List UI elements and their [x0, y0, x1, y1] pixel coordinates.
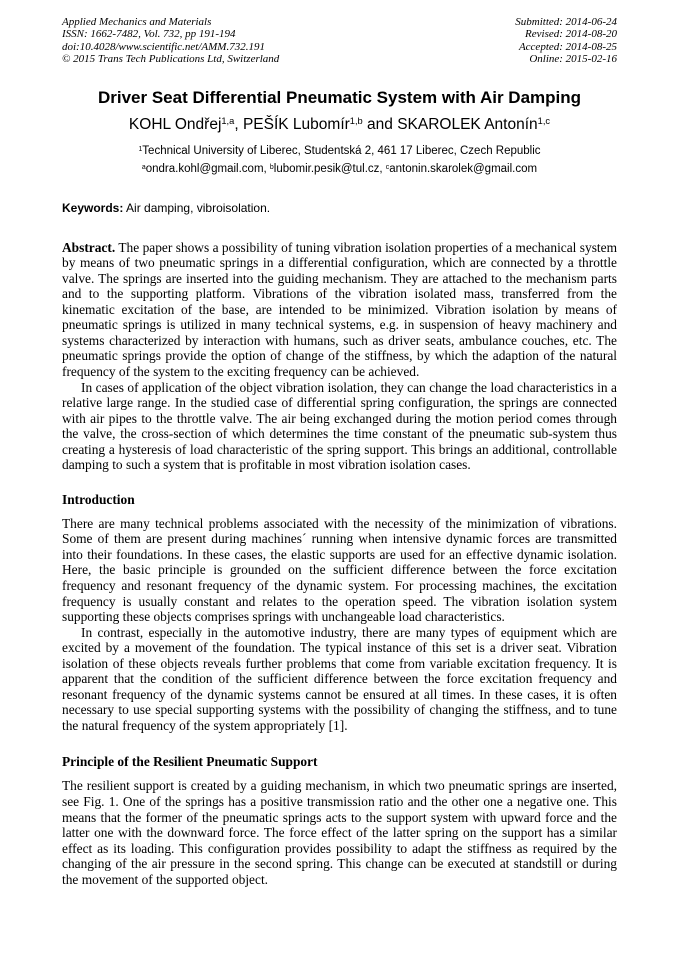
email-c: antonin.skarolek@gmail.com: [389, 162, 538, 175]
submitted-date: Submitted: 2014-06-24: [515, 16, 617, 28]
keywords-text: Air damping, vibroisolation.: [123, 200, 271, 215]
abstract-paragraph-2: In cases of application of the object vibration isolation, they can change the load characteristics in a relative large range. In the studied case of differential spring configuration, the springs are connected with air pipes to the throttle valve. The air being exchanged during the motion period comes through the valve, the cross-section of which determines the time constant of the pneumatic sub-system thus creating a hysteresis of load characteristic of the spring support. This brings an additional, controllable damping to such a system that is profitable in most vibration isolation cases.: [62, 379, 617, 473]
paper-title: Driver Seat Differential Pneumatic System with Air Damping: [97, 87, 582, 107]
abstract-label: Abstract.: [62, 239, 116, 255]
affiliation-line: [62, 145, 617, 157]
email-b-superscript: b: [269, 163, 274, 171]
section-heading-principle: Principle of the Resilient Pneumatic Support: [62, 754, 318, 770]
title-block: [62, 88, 617, 175]
submission-dates: [515, 16, 617, 66]
journal-name: Applied Mechanics and Materials: [62, 16, 212, 28]
copyright-line: © 2015 Trans Tech Publications Ltd, Switzerland: [62, 53, 280, 66]
email-separator: ,: [263, 162, 270, 175]
authors-line: [62, 116, 617, 134]
abstract-paragraph-1-text: The paper shows a possibility of tuning vibration isolation properties of a mechanical system by means of two pneumatic springs in a differential configuration, which are connected by a throttle valve. The springs are inserted into the guiding mechanism. They are attached to the mechanism parts and to the supporting platform. Vibrations of the vibration isolated mass, transferred from the kinematic excitation of the base, are intended to be minimized. Vibration isolation by means of pneumatic springs is utilized in many technical systems, e.g. in suspension of heavy machinery and systems characterized by interaction with humans, such as driver seats, ambulance couches, etc. The pneumatic springs provide the option of change of the stiffness, by which the adaption of the natural frequency of the system to the exciting frequency can be achieved.: [62, 239, 617, 379]
journal-info: [62, 16, 279, 66]
email-b: lubomir.pesik@tul.cz: [273, 162, 380, 175]
accepted-date: Accepted: 2014-08-25: [518, 40, 617, 53]
introduction-paragraph-1: There are many technical problems associated with the necessity of the minimization of vibrations. Some of them are present during machines´ running when intensive dynamic forces are transmitted into their foundations. In these cases, the elastic supports are used for an effective dynamic isolation. Here, the basic principle is grounded on the sufficient difference between the force excitation frequency and resonant frequency of the dynamic system. For processing machines, the excitation frequency is usually constant and relates to the operation speed. The vibration isolation system supporting these objects comprises springs with unchangeable load characteristics.: [62, 515, 617, 625]
keywords-label: Keywords:: [62, 200, 124, 215]
revised-date: Revised: 2014-08-20: [525, 28, 617, 41]
online-date: Online: 2015-02-16: [529, 53, 617, 66]
abstract-block: [62, 240, 617, 473]
principle-section: [62, 778, 617, 887]
email-a: ondra.kohl@gmail.com: [145, 162, 264, 175]
email-a-superscript: a: [141, 163, 146, 171]
author-2-superscript: 1,b: [349, 116, 363, 127]
section-heading-introduction: Introduction: [62, 491, 135, 507]
emails-line: [62, 163, 617, 175]
author-separator: ,: [234, 115, 243, 133]
author-3-name: SKAROLEK Antonín: [397, 115, 538, 133]
introduction-section: [62, 516, 617, 734]
email-separator: ,: [379, 162, 386, 175]
introduction-paragraph-2: In contrast, especially in the automotive industry, there are many types of equipment which are excited by a movement of the foundation. The typical instance of this set is a driver seat. Vibration isolation of these objects reveals further problems that come from variable excitation frequency. It is apparent that the condition of the sufficient difference between the force excitation frequency and resonant frequency of the dynamic systems cannot be ensured at all times. In these cases, it is often necessary to use special supporting systems with the possibility of changing the stiffness, and to tune the natural frequency of the system appropriately [1].: [62, 624, 617, 733]
journal-header: [62, 16, 617, 66]
author-1-name: KOHL Ondřej: [128, 115, 222, 133]
principle-paragraph-1: The resilient support is created by a guiding mechanism, in which two pneumatic springs are inserted, see Fig. 1. One of the springs has a positive transmission ratio and the other one a negative one. This means that the former of the pneumatic springs acts to the support system with upward force and the latter one with the downward force. The force effect of the latter spring on the support has a similar effect as its loading. This configuration provides possibility to adapt the stiffness as required by the changing of the air pressure in the second spring. This change can be executed at standstill or during the movement of the supported object.: [62, 778, 617, 887]
affiliation-superscript: 1: [138, 145, 143, 153]
author-3-superscript: 1,c: [537, 116, 551, 127]
doi-line: doi:10.4028/www.scientific.net/AMM.732.191: [62, 40, 265, 53]
author-1-superscript: 1,a: [221, 116, 235, 127]
issn-volume-line: ISSN: 1662-7482, Vol. 732, pp 191-194: [62, 28, 236, 41]
author-2-name: PEŠÍK Lubomír: [242, 115, 350, 133]
keywords-line: [62, 201, 617, 215]
email-c-superscript: c: [385, 163, 390, 171]
affiliation-text: Technical University of Liberec, Studentská 2, 461 17 Liberec, Czech Republic: [142, 144, 541, 157]
author-separator: and: [362, 115, 398, 133]
abstract-paragraph-1: [62, 240, 617, 380]
